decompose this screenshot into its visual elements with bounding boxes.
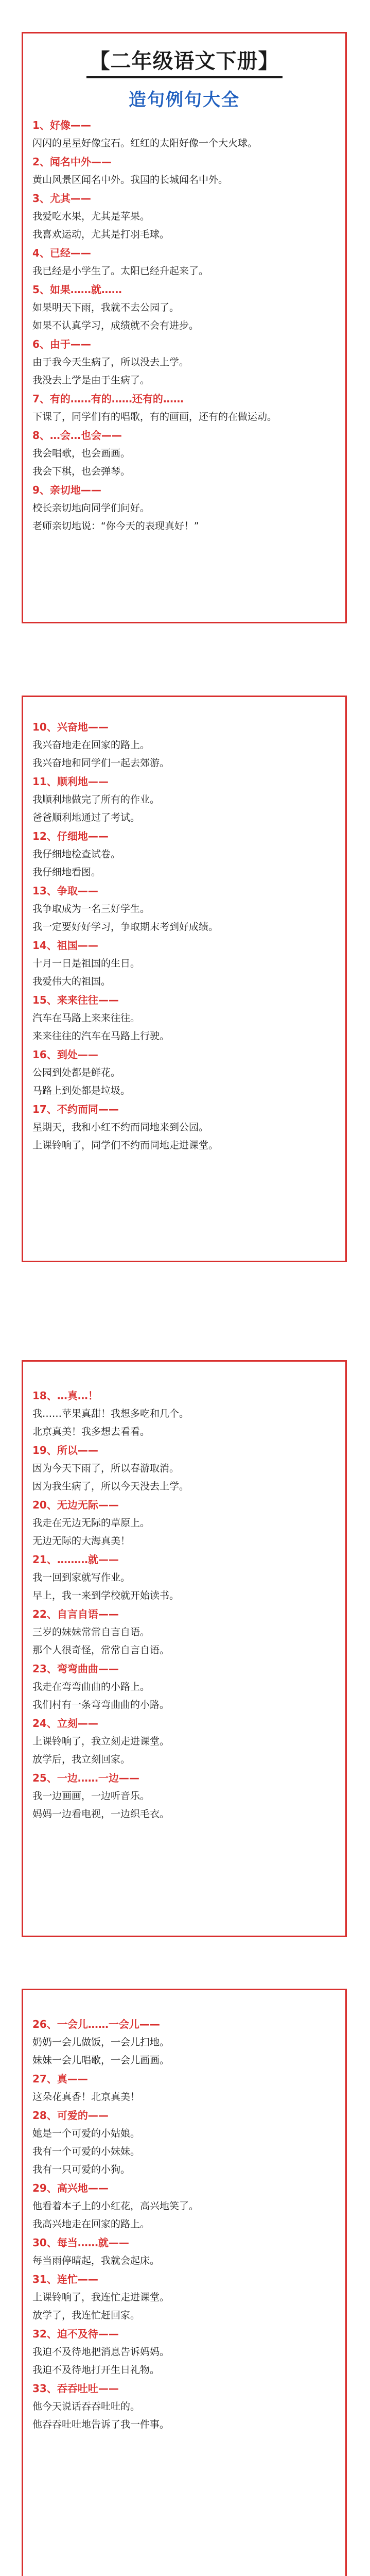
card-4: [22, 1989, 347, 2576]
entry: [32, 152, 336, 189]
entry: [32, 2325, 336, 2379]
card-2: [22, 696, 347, 1262]
example-sentence: 我仔细地看图。: [32, 867, 101, 878]
example-sentence: 我高兴地走在回家的路上。: [32, 2218, 150, 2230]
example-sentence: 我有一个可爱的小妹妹。: [32, 2146, 140, 2157]
example-sentence: 来来往往的汽车在马路上行驶。: [32, 1030, 170, 1042]
entry-heading: 11、顺利地——: [32, 775, 109, 788]
example-sentence: 我顺利地做完了所有的作业。: [32, 794, 160, 805]
document-title: 【二年级语文下册】: [86, 45, 283, 78]
example-sentence: 下课了，同学们有的唱歌，有的画画，还有的在做运动。: [32, 411, 277, 422]
entry: [32, 1659, 336, 1714]
entry-heading: 31、连忙——: [32, 2273, 98, 2285]
entry: [32, 718, 336, 772]
example-sentence: 放学了，我连忙赶回家。: [32, 2310, 140, 2321]
entry-heading: 22、自言自语——: [32, 1608, 119, 1620]
entry: [32, 2270, 336, 2325]
example-sentence: 我一回到家就写作业。: [32, 1572, 131, 1583]
entry: [32, 936, 336, 991]
example-sentence: 早上，我一来到学校就开始读书。: [32, 1590, 180, 1601]
entry-heading: 24、立刻——: [32, 1717, 98, 1730]
example-sentence: 马路上到处都是垃圾。: [32, 1085, 131, 1096]
entry-heading: 20、无边无际——: [32, 1499, 119, 1511]
example-sentence: 无边无际的大海真美！: [32, 1535, 131, 1547]
document-subtitle: 造句例句大全: [129, 90, 240, 110]
example-sentence: 每当雨停晴起，我就会起床。: [32, 2255, 160, 2266]
entry: [32, 426, 336, 481]
example-sentence: 由于我今天生病了，所以没去上学。: [32, 357, 189, 368]
entry-heading: 27、真——: [32, 2073, 88, 2085]
example-sentence: 闪闪的星星好像宝石。红红的太阳好像一个大火球。: [32, 138, 258, 149]
entry: [32, 1496, 336, 1550]
entry-heading: 10、兴奋地——: [32, 721, 109, 733]
entry-heading: 12、仔细地——: [32, 830, 109, 842]
entry: [32, 1100, 336, 1155]
example-sentence: 上课铃响了，我立刻走进课堂。: [32, 1736, 170, 1747]
entry: [32, 2106, 336, 2179]
entry-list: [32, 116, 336, 535]
example-sentence: 我走在无边无际的草原上。: [32, 1517, 150, 1529]
example-sentence: 我迫不及待地打开生日礼物。: [32, 2364, 160, 2376]
example-sentence: 我争取成为一名三好学生。: [32, 903, 150, 914]
example-sentence: 校长亲切地向同学们问好。: [32, 502, 150, 514]
entry: [32, 2015, 336, 2070]
entry-heading: 4、已经——: [32, 247, 91, 259]
entry-heading: 25、一边……一边——: [32, 1772, 139, 1784]
example-sentence: 我迫不及待地把消息告诉妈妈。: [32, 2346, 170, 2358]
example-sentence: 我已经是小学生了。太阳已经升起来了。: [32, 265, 209, 277]
example-sentence: 妹妹一会儿唱歌，一会儿画画。: [32, 2055, 170, 2066]
example-sentence: 这朵花真香！北京真美！: [32, 2091, 140, 2103]
entry-heading: 32、迫不及待——: [32, 2328, 119, 2340]
entry: [32, 2233, 336, 2270]
entry-heading: 26、一会儿……一会儿——: [32, 2018, 160, 2030]
example-sentence: 妈妈一边看电视，一边织毛衣。: [32, 1808, 170, 1820]
entry-heading: 15、来来往往——: [32, 994, 119, 1006]
example-sentence: 星期天，我和小红不约而同地来到公园。: [32, 1122, 209, 1133]
example-sentence: 上课铃响了，同学们不约而同地走进课堂。: [32, 1140, 219, 1151]
entry-list: [32, 718, 336, 1155]
entry: [32, 2179, 336, 2233]
entry-heading: 7、有的……有的……还有的……: [32, 393, 184, 405]
example-sentence: 我……苹果真甜！我想多吃和几个。: [32, 1408, 189, 1419]
example-sentence: 我一定要好好学习，争取期末考到好成绩。: [32, 921, 219, 933]
example-sentence: 北京真美！我多想去看看。: [32, 1426, 150, 1437]
example-sentence: 因为今天下雨了，所以春游取消。: [32, 1463, 180, 1474]
example-sentence: 他看着本子上的小红花，高兴地笑了。: [32, 2200, 199, 2212]
entry-list: [32, 1386, 336, 1823]
example-sentence: 她是一个可爱的小姑娘。: [32, 2128, 140, 2139]
entry: [32, 1550, 336, 1605]
entry: [32, 1714, 336, 1769]
entry-heading: 6、由于——: [32, 338, 91, 350]
entry-heading: 16、到处——: [32, 1048, 98, 1061]
example-sentence: 公园到处都是鲜花。: [32, 1067, 121, 1078]
example-sentence: 我兴奋地走在回家的路上。: [32, 739, 150, 751]
example-sentence: 三岁的妹妹常常自言自语。: [32, 1626, 150, 1638]
entry: [32, 772, 336, 827]
example-sentence: 我没去上学是由于生病了。: [32, 375, 150, 386]
entry-heading: 23、弯弯曲曲——: [32, 1663, 119, 1675]
entry-heading: 33、吞吞吐吐——: [32, 2382, 119, 2395]
example-sentence: 黄山风景区闻名中外。我国的长城闻名中外。: [32, 174, 228, 185]
example-sentence: 我会下棋，也会弹琴。: [32, 466, 131, 477]
example-sentence: 他今天说话吞吞吐吐的。: [32, 2401, 140, 2412]
example-sentence: 放学后，我立刻回家。: [32, 1754, 131, 1765]
entry: [32, 2379, 336, 2434]
example-sentence: 我走在弯弯曲曲的小路上。: [32, 1681, 150, 1692]
entry: [32, 827, 336, 882]
entry-heading: 9、亲切地——: [32, 484, 101, 496]
entry-heading: 28、可爱的——: [32, 2109, 109, 2122]
entry: [32, 1386, 336, 1441]
entry: [32, 481, 336, 535]
entry: [32, 1045, 336, 1100]
entry-heading: 17、不约而同——: [32, 1103, 119, 1115]
card-1: [22, 32, 347, 623]
example-sentence: 老师亲切地说：“你今天的表现真好！”: [32, 520, 199, 532]
entry-heading: 18、…真…！: [32, 1389, 98, 1402]
card-3: [22, 1360, 347, 1937]
entry-heading: 21、………就——: [32, 1553, 119, 1566]
entry: [32, 389, 336, 426]
entry: [32, 1441, 336, 1496]
example-sentence: 我兴奋地和同学们一起去郊游。: [32, 757, 170, 769]
entry: [32, 1605, 336, 1659]
example-sentence: 我爱伟大的祖国。: [32, 976, 111, 987]
entry: [32, 2070, 336, 2106]
example-sentence: 我有一只可爱的小狗。: [32, 2164, 131, 2175]
example-sentence: 我仔细地检查试卷。: [32, 849, 121, 860]
example-sentence: 那个人很奇怪，常常自言自语。: [32, 1645, 170, 1656]
example-sentence: 爸爸顺利地通过了考试。: [32, 812, 140, 823]
entry: [32, 882, 336, 936]
example-sentence: 我们村有一条弯弯曲曲的小路。: [32, 1699, 170, 1710]
example-sentence: 十月一日是祖国的生日。: [32, 958, 140, 969]
entry-heading: 19、所以——: [32, 1444, 98, 1456]
entry: [32, 189, 336, 244]
example-sentence: 我一边画画，一边听音乐。: [32, 1790, 150, 1802]
entry-heading: 1、好像——: [32, 119, 91, 131]
example-sentence: 如果不认真学习，成绩就不会有进步。: [32, 320, 199, 331]
example-sentence: 我爱吃水果，尤其是苹果。: [32, 211, 150, 222]
entry-heading: 8、…会…也会——: [32, 429, 122, 442]
example-sentence: 我会唱歌，也会画画。: [32, 448, 131, 459]
entry-heading: 5、如果……就……: [32, 283, 122, 296]
example-sentence: 我喜欢运动，尤其是打羽毛球。: [32, 229, 170, 240]
entry-list: [32, 2015, 336, 2434]
entry-heading: 14、祖国——: [32, 939, 98, 952]
entry-heading: 2、闻名中外——: [32, 156, 112, 168]
example-sentence: 因为我生病了，所以今天没去上学。: [32, 1481, 189, 1492]
entry: [32, 280, 336, 335]
entry-heading: 3、尤其——: [32, 192, 91, 205]
entry: [32, 335, 336, 389]
entry: [32, 244, 336, 280]
example-sentence: 汽车在马路上来来往往。: [32, 1012, 140, 1024]
entry: [32, 1769, 336, 1823]
entry: [32, 991, 336, 1045]
entry-heading: 13、争取——: [32, 885, 98, 897]
example-sentence: 上课铃响了，我连忙走进课堂。: [32, 2292, 170, 2303]
entry: [32, 116, 336, 152]
entry-heading: 29、高兴地——: [32, 2182, 109, 2194]
example-sentence: 如果明天下雨，我就不去公园了。: [32, 302, 180, 313]
example-sentence: 奶奶一会儿做饭，一会儿扫地。: [32, 2037, 170, 2048]
example-sentence: 他吞吞吐吐地告诉了我一件事。: [32, 2419, 170, 2430]
entry-heading: 30、每当……就——: [32, 2236, 129, 2249]
